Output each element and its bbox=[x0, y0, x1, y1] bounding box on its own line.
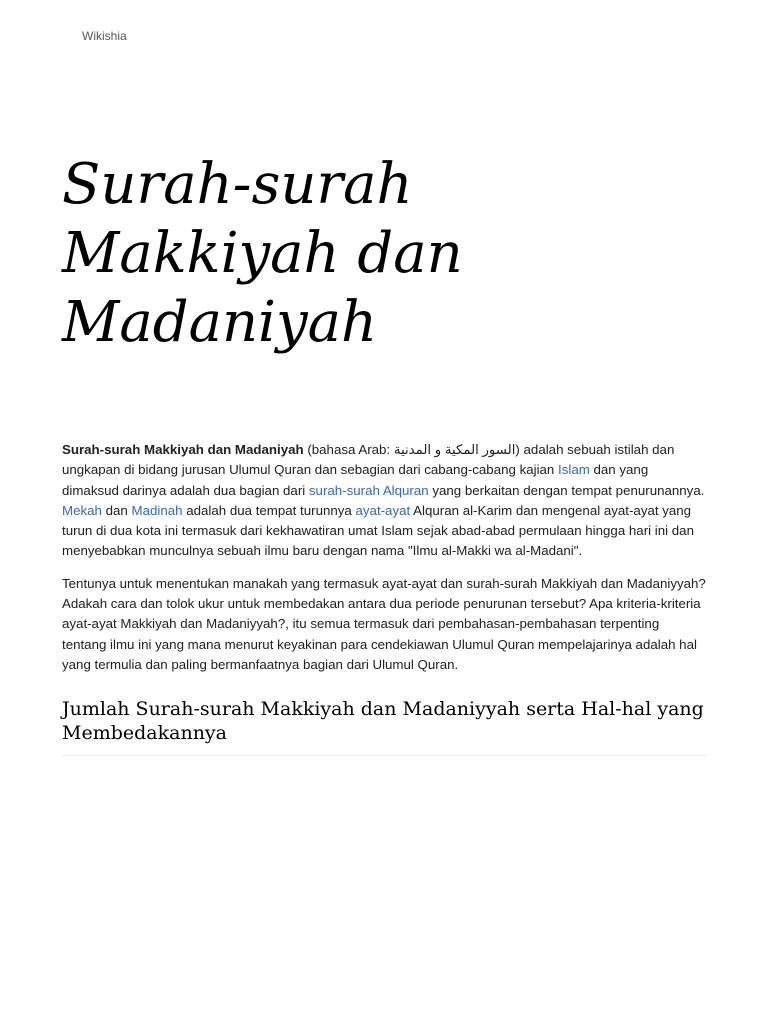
site-name[interactable]: Wikishia bbox=[82, 29, 127, 42]
link-mekah[interactable]: Mekah bbox=[62, 502, 102, 518]
page-title: Surah-surah Makkiyah dan Madaniyah bbox=[62, 152, 463, 355]
arabic-term: السور المكية و المدنية bbox=[393, 442, 516, 457]
intro-paragraph: Surah-surah Makkiyah dan Madaniyah (bahasa Arab: السور المكية و المدنية) adalah sebuah istilah dan ungkapan di bidang jurusan Ulumul Quran dan sebagian dari cabang-cabang kajian Islam dan yang dimaksud darinya adalah dua bagian dari surah-surah Alquran yang berkaitan dengan tempat penurunannya. Mekah dan Madinah adalah dua tempat turunnya ayat-ayat Alquran al-Karim dan mengenal ayat-ayat yang turun di dua kota ini termasuk dari kekhawatiran umat Islam sejak abad-abad permulaan hingga hari ini dan menyebabkan munculnya sebuah ilmu baru dengan nama "Ilmu al-Makki wa al-Madani". bbox=[62, 442, 705, 559]
body-paragraph: Tentunya untuk menentukan manakah yang termasuk ayat-ayat dan surah-surah Makkiyah dan Madaniyyah? Adakah cara dan tolok ukur untuk membedakan antara dua periode penurunan tersebut? Apa kriteria-kriteria ayat-ayat Makkiyah dan Madaniyyah?, itu semua termasuk dari pembahasan-pembahasan terpenting tentang ilmu ini yang mana menurut keyakinan para cendekiawan Ulumul Quran mempelajarinya adalah hal yang termulia dan paling bermanfaatnya bagian dari Ulumul Quran. bbox=[62, 575, 706, 672]
article-term: Surah-surah Makkiyah dan Madaniyah bbox=[62, 442, 304, 457]
link-ayat-ayat[interactable]: ayat-ayat bbox=[355, 502, 411, 518]
article-body bbox=[62, 440, 707, 756]
link-islam[interactable]: Islam bbox=[558, 462, 590, 478]
section-heading: Jumlah Surah-surah Makkiyah dan Madaniyyah serta Hal-hal yang Membedakannya bbox=[62, 697, 707, 756]
link-surah-alquran[interactable]: surah-surah Alquran bbox=[308, 482, 429, 498]
link-madinah[interactable]: Madinah bbox=[131, 502, 183, 518]
